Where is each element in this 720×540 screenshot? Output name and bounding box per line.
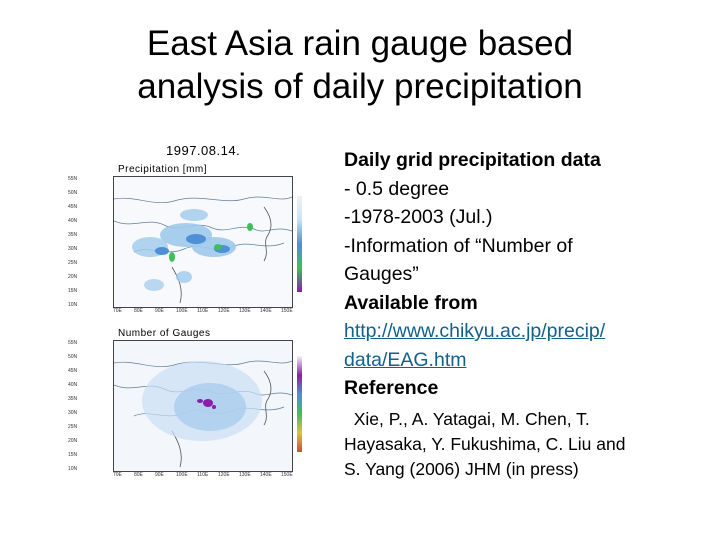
slide-title (0, 22, 720, 108)
reference-line-2: Hayasaka, Y. Fukushima, C. Liu and (344, 433, 626, 454)
description-text (344, 146, 714, 482)
lat-tick: 35N (68, 232, 78, 238)
lat-tick: 40N (68, 218, 78, 224)
lon-tick: 110E (197, 308, 209, 314)
lon-tick: 120E (218, 308, 230, 314)
bullet-gauges-line-2: Gauges” (344, 263, 419, 285)
figure-date: 1997.08.14. (166, 143, 241, 158)
lat-tick: 55N (68, 340, 78, 346)
lon-tick: 90E (155, 308, 164, 314)
bottom-lon-ticks (113, 472, 293, 480)
top-lat-ticks (68, 176, 110, 314)
data-heading: Daily grid precipitation data (344, 149, 601, 171)
lat-tick: 45N (68, 368, 78, 374)
lat-tick: 25N (68, 260, 78, 266)
lon-tick: 90E (155, 472, 164, 478)
lat-tick: 15N (68, 288, 78, 294)
precipitation-figure (68, 140, 330, 500)
precipitation-colorbar (297, 196, 302, 292)
lat-tick: 55N (68, 176, 78, 182)
lon-tick: 150E (281, 472, 293, 478)
lon-tick: 80E (134, 308, 143, 314)
lat-tick: 50N (68, 354, 78, 360)
reference-line-1: Xie, P., A. Yatagai, M. Chen, T. (344, 408, 590, 429)
lon-tick: 140E (260, 308, 272, 314)
precipitation-map-graphic (114, 177, 292, 307)
lon-tick: 70E (113, 308, 122, 314)
lat-tick: 15N (68, 452, 78, 458)
lat-tick: 25N (68, 424, 78, 430)
gauges-map-graphic (114, 341, 292, 471)
lon-tick: 100E (176, 308, 188, 314)
reference-heading: Reference (344, 377, 439, 399)
title-line-2: analysis of daily precipitation (137, 67, 583, 106)
lat-tick: 20N (68, 274, 78, 280)
lon-tick: 70E (113, 472, 122, 478)
bullet-period: -1978-2003 (Jul.) (344, 206, 493, 228)
data-link-line-2[interactable]: data/EAG.htm (344, 348, 467, 371)
lon-tick: 120E (218, 472, 230, 478)
precipitation-map (113, 176, 293, 308)
lat-tick: 10N (68, 466, 78, 472)
lat-tick: 50N (68, 190, 78, 196)
lon-tick: 130E (239, 308, 251, 314)
lon-tick: 110E (197, 472, 209, 478)
lat-tick: 20N (68, 438, 78, 444)
lon-tick: 140E (260, 472, 272, 478)
lon-tick: 130E (239, 472, 251, 478)
lat-tick: 30N (68, 246, 78, 252)
lat-tick: 45N (68, 204, 78, 210)
bottom-lat-ticks (68, 340, 110, 478)
reference-citation (344, 407, 714, 482)
reference-line-3: S. Yang (2006) JHM (in press) (344, 458, 579, 479)
lat-tick: 40N (68, 382, 78, 388)
lat-tick: 30N (68, 410, 78, 416)
lon-tick: 100E (176, 472, 188, 478)
top-lon-ticks (113, 308, 293, 316)
available-heading: Available from (344, 291, 478, 314)
gauges-panel-label: Number of Gauges (118, 328, 211, 339)
title-line-1: East Asia rain gauge based (146, 24, 574, 63)
bullet-gauges-line-1: -Information of “Number of (344, 234, 573, 257)
bullet-resolution: - 0.5 degree (344, 177, 450, 200)
gauges-colorbar (297, 356, 302, 452)
lon-tick: 80E (134, 472, 143, 478)
lat-tick: 10N (68, 302, 78, 308)
data-link-line-1[interactable]: http://www.chikyu.ac.jp/precip/ (344, 320, 606, 342)
lon-tick: 150E (281, 308, 293, 314)
lat-tick: 35N (68, 396, 78, 402)
precipitation-panel-label: Precipitation [mm] (118, 164, 208, 175)
gauges-map (113, 340, 293, 472)
